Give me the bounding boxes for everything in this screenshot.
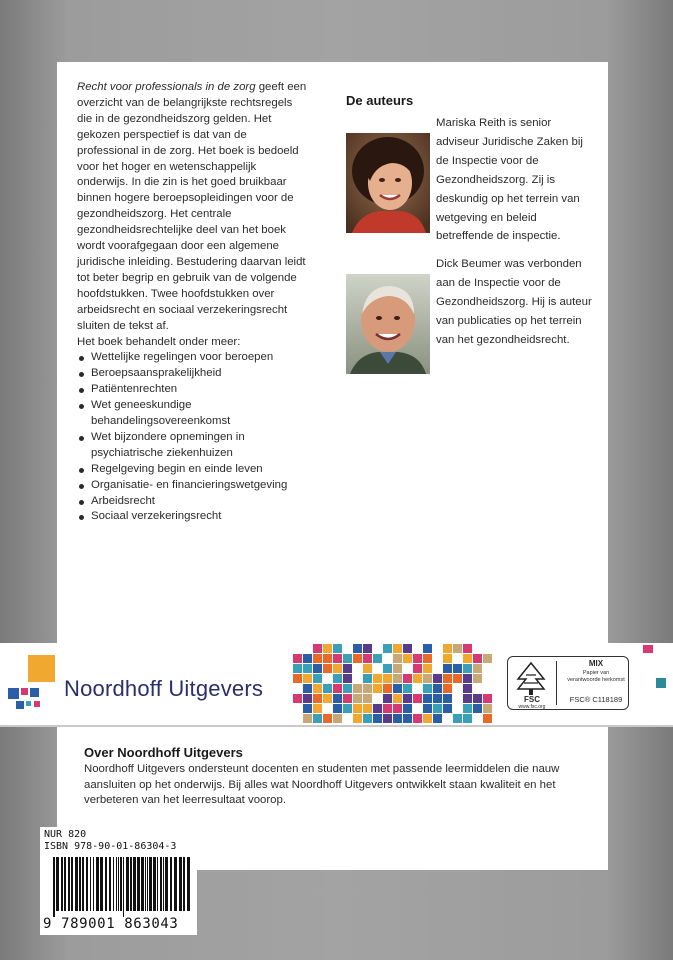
pixel-tile [433,684,442,693]
pixel-tile [323,654,332,663]
pixel-tile [413,694,422,703]
pixel-tile [393,664,402,673]
pixel-tile [403,684,412,693]
barcode-bar [153,857,156,911]
pixel-tile [403,654,412,663]
pixel-tile [463,684,472,693]
pixel-tile [343,694,352,703]
barcode-bar [96,857,99,911]
pixel-tile [433,674,442,683]
authors-section [346,92,596,109]
pixel-tile [363,694,372,703]
pixel-tile [393,644,402,653]
pixel-tile [413,674,422,683]
pixel-tile [303,704,312,713]
pixel-tile [453,664,462,673]
about-text: Noordhoff Uitgevers ondersteunt docenten en studenten met passende leermiddelen die nauw aansluiten op het onderwijs. Bij alles wat Noordhoff Uitgevers ontwikkelt staan kwaliteit en het verbeteren van het leerresultaat voorop. [84,763,560,807]
pixel-tile [463,674,472,683]
barcode-bars [53,857,193,917]
pixel-tile [363,674,372,683]
pixel-tile [353,694,362,703]
pixel-tile [353,714,362,723]
pixel-tile [473,704,482,713]
isbn-code: ISBN 978-90-01-86304-3 [44,841,177,852]
list-item: Sociaal verzekeringsrecht [77,509,309,525]
pixel-tile [363,704,372,713]
pixel-tile [343,654,352,663]
pixel-tile [393,714,402,723]
topics-intro: Het boek behandelt onder meer: [77,335,241,348]
pixel-tile [333,654,342,663]
pixel-tile [293,694,302,703]
book-description [77,80,309,525]
about-publisher [84,744,589,809]
pixel-tile [463,714,472,723]
pixel-tile [443,644,452,653]
fsc-code: FSC® C118189 [569,695,623,704]
pixel-tile [353,654,362,663]
pixel-tile [353,704,362,713]
author-photo-beumer [346,274,430,374]
pixel-tile [423,684,432,693]
pixel-tile [443,654,452,663]
pixel-tile [473,694,482,703]
pixel-tile [423,644,432,653]
pixel-tile [303,654,312,663]
pixel-tile [363,664,372,673]
pixel-tile [393,694,402,703]
pixel-tile [443,694,452,703]
barcode-bar [137,857,140,911]
barcode-bar [75,857,78,911]
pixel-tile [293,654,302,663]
authors-heading: De auteurs [346,93,414,108]
fsc-divider [556,661,557,705]
pixel-tile [403,704,412,713]
barcode-bar [157,857,158,911]
pixel-tile [423,714,432,723]
band-divider [0,725,673,727]
pixel-tile [333,674,342,683]
ean-number: 9 789001 863043 [43,916,179,932]
decorative-square [643,645,653,653]
barcode-bar [126,857,129,911]
list-item: Beroepsaansprakelijkheid [77,366,309,382]
pixel-tile [323,664,332,673]
barcode-bar [141,857,144,911]
barcode-bar [147,857,148,911]
barcode-bar [170,857,172,911]
pixel-tile [333,644,342,653]
pixel-tile [343,684,352,693]
pixel-tile [463,654,472,663]
barcode-bar [113,857,114,911]
list-item: Wet bijzondere opnemingen in psychiatrische ziekenhuizen [77,430,309,462]
pixel-tile [383,674,392,683]
pixel-tile [443,664,452,673]
pixel-tile [373,674,382,683]
pixel-tile [393,674,402,683]
pixel-tile [313,664,322,673]
pixel-tile [343,664,352,673]
pixel-tile [423,654,432,663]
list-item: Wettelijke regelingen voor beroepen [77,350,309,366]
pixel-tile [333,664,342,673]
pixel-tile [413,654,422,663]
topics-list [77,350,309,525]
pixel-tile [363,644,372,653]
pixel-tile [353,644,362,653]
pixel-tile [373,714,382,723]
pixel-tile [483,654,492,663]
pixel-tile [333,704,342,713]
about-heading: Over Noordhoff Uitgevers [84,745,243,760]
pixel-tile [363,654,372,663]
pixel-tile [373,704,382,713]
barcode-bar [174,857,177,911]
author-bio-beumer: Dick Beumer was verbonden aan de Inspectie voor de Gezondheidszorg. Hij is auteur van publicaties op het terrein van het gezondheidsrecht. [436,258,592,346]
pixel-tile [473,674,482,683]
pixel-tile [423,674,432,683]
barcode-bar [71,857,73,911]
pixel-tile [463,694,472,703]
pixel-tile [363,684,372,693]
pixel-tile [383,664,392,673]
description-paragraph [77,80,309,335]
pixel-tile [463,704,472,713]
pixel-tile [383,694,392,703]
pixel-tile [433,714,442,723]
pixel-tile [343,704,352,713]
pixel-tile [403,714,412,723]
pixel-tile [323,644,332,653]
pixel-tile [403,644,412,653]
description-text: geeft een overzicht van de belangrijkste rechtsregels die in de gezondheidszorg gelden. Het gekozen perspectief is dat van de professional in de zorg. Het boek is bedoeld voor het hoger en wetenschappelijk onderwijs. In die zin is het goed bruikbaar binnen hogere beroepsopleidingen voor de gezondheidszorg. Het centrale gezondheidsrechtelijke deel van het boek wordt voorafgegaan door een algemene juridische inleiding. Bestudering daarvan leidt tot beter begrip en gebruik van de volgende hoofdstukken. Twee hoofdstukken over arbeidsrecht en sociaal verzekeringsrecht sluiten de tekst af. [77,81,307,332]
pixel-tile [373,654,382,663]
barcode-bar [61,857,63,911]
pixel-tile [423,704,432,713]
pixel-tile [383,644,392,653]
barcode-bar [133,857,136,911]
pixel-tile [293,664,302,673]
barcode-bar [187,857,190,911]
pixel-tile [383,714,392,723]
barcode-bar [82,857,84,911]
pixel-tile [373,684,382,693]
pixel-tile [453,674,462,683]
pixel-tile [393,704,402,713]
pixel-tile [413,714,422,723]
author-dick-beumer [346,254,596,374]
pixel-tile [403,694,412,703]
fsc-website: www.fsc.org [518,704,546,710]
pixel-tile [353,684,362,693]
pixel-tile [413,664,422,673]
pixel-tile [473,654,482,663]
pixel-tile [313,714,322,723]
barcode-box [40,827,197,935]
pixel-tile [313,654,322,663]
pixel-tile [333,694,342,703]
barcode-bar [160,857,162,911]
pixel-tile [443,684,452,693]
pixel-tile [313,644,322,653]
pixel-tile [323,694,332,703]
list-item: Patiëntenrechten [77,382,309,398]
pixel-tile [463,644,472,653]
pixel-tile [323,684,332,693]
barcode-bar [53,857,55,917]
pixel-tile [433,694,442,703]
fsc-mix: MIX [588,659,604,668]
barcode-bar [109,857,111,911]
pixel-tile [453,714,462,723]
pixel-tile [383,704,392,713]
barcode-bar [64,857,66,911]
book-title: Recht voor professionals in de zorg [77,81,256,93]
list-item: Wet geneeskundige behandelingsovereenkomst [77,398,309,430]
pixel-tile [303,664,312,673]
barcode-bar [165,857,168,911]
barcode-bar [116,857,117,911]
pixel-tile [303,684,312,693]
barcode-bar [183,857,185,911]
pixel-tile [363,714,372,723]
pixel-tile [303,714,312,723]
pixel-tile [303,674,312,683]
pixel-tile [333,714,342,723]
barcode-bar [79,857,81,911]
list-item: Regelgeving begin en einde leven [77,462,309,478]
pixel-pattern-graphic [293,644,493,724]
noordhoff-logo-icon [8,655,56,715]
pixel-tile [443,674,452,683]
barcode-bar [68,857,70,911]
pixel-tile [483,714,492,723]
barcode-bar [86,857,88,911]
pixel-tile [483,694,492,703]
barcode-bar [118,857,119,911]
pixel-tile [403,674,412,683]
barcode-bar [120,857,122,911]
pixel-tile [313,684,322,693]
barcode-bar [105,857,107,911]
pixel-tile [393,684,402,693]
fsc-logo-text: FSC [524,695,540,704]
nur-code: NUR 820 [44,829,87,840]
pixel-tile [473,664,482,673]
decorative-square [656,678,666,688]
pixel-tile [343,674,352,683]
barcode-bar [90,857,91,911]
barcode-bar [93,857,94,911]
pixel-tile [323,714,332,723]
pixel-tile [313,704,322,713]
pixel-tile [433,704,442,713]
fsc-label [507,656,629,710]
barcode-bar [149,857,152,911]
pixel-tile [313,674,322,683]
pixel-tile [333,684,342,693]
pixel-tile [313,694,322,703]
barcode-bar [179,857,182,911]
pixel-tile [303,694,312,703]
barcode-bar [123,857,124,917]
pixel-tile [443,704,452,713]
barcode-bar [130,857,132,911]
fsc-papier: Papier van verantwoorde herkomst [567,670,625,683]
pixel-tile [453,644,462,653]
publisher-name: Noordhoff Uitgevers [64,676,264,701]
author-bio-reith: Mariska Reith is senior adviseur Juridische Zaken bij de Inspectie voor de Gezondheidszorg. Zij is deskundig op het terrein van wetgeving en beleid betreffende de inspectie. [436,117,583,243]
pixel-tile [423,664,432,673]
barcode-bar [145,857,146,911]
barcode-bar [56,857,59,911]
barcode-bar [163,857,164,911]
list-item: Organisatie- en financieringswetgeving [77,478,309,494]
pixel-tile [383,684,392,693]
pixel-tile [483,704,492,713]
list-item: Arbeidsrecht [77,494,309,510]
pixel-tile [423,694,432,703]
pixel-tile [293,674,302,683]
pixel-tile [463,664,472,673]
pixel-tile [393,654,402,663]
barcode-bar [100,857,103,911]
